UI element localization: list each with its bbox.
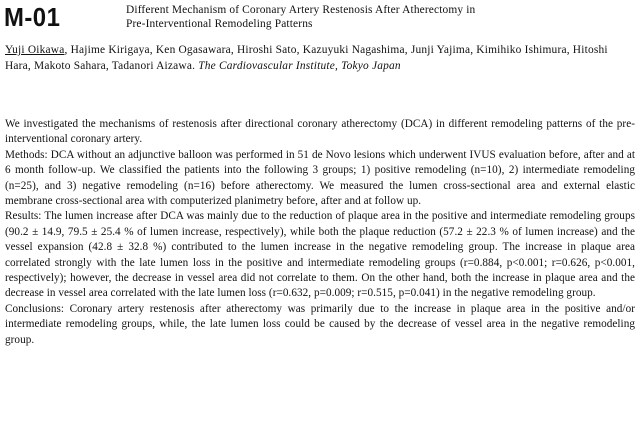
conclusions-text: Coronary artery restenosis after atherectomy was primarily due to the increase in plaque area in the positive and/or intermediate remodeling groups, while, the late lumen loss could be caused by the decrease of vessel area in the negative remodeling group. — [5, 302, 635, 346]
results-paragraph — [5, 209, 635, 301]
author-list — [5, 42, 633, 74]
abstract-body — [5, 117, 635, 348]
abstract-title — [126, 3, 634, 31]
title-line-2: Pre-Interventional Remodeling Patterns — [126, 18, 313, 30]
results-text: The lumen increase after DCA was mainly due to the reduction of plaque area in the positive and intermediate remodeling groups (90.2 ± 14.9, 79.5 ± 25.4 % of lumen increase, respectively), while both the plaque reduction (57.2 ± 22.3 % of lumen increase) and the vessel expansion (42.8 ± 32.8 %) contributed to the lumen increase in the negative remodeling group. The increase in plaque area correlated strongly with the late lumen loss in the positive and intermediate remodeling groups (r=0.884, p<0.001; r=0.626, p<0.001, respectively); however, the decrease in vessel area did not correlate to them. On the other hand, both the increase in plaque area and the decrease in vessel area correlated with the late lumen loss (r=0.632, p=0.009; r=0.515, p=0.041) in the negative remodeling group. — [5, 210, 635, 300]
presenting-author: Yuji Oikawa — [5, 44, 65, 56]
conclusions-paragraph — [5, 302, 635, 348]
coauthors: , Hajime Kirigaya, Ken Ogasawara, Hiroshi Sato, Kazuyuki Nagashima, Junji Yajima, Kimihiko Ishimura, Hitoshi Hara, Makoto Sahara, Tadanori Aizawa. — [5, 44, 608, 72]
methods-paragraph — [5, 148, 635, 210]
abstract-id: M-01 — [4, 2, 61, 32]
intro-paragraph: We investigated the mechanisms of restenosis after directional coronary atherectomy (DCA) in different remodeling patterns of the pre-interventional coronary artery. — [5, 118, 635, 146]
methods-label: Methods: — [5, 148, 48, 161]
results-label: Results: — [5, 210, 42, 223]
methods-text: DCA without an adjunctive balloon was performed in 51 de Novo lesions which underwent IVUS evaluation before, after and at 6 month follow-up. We classified the patients into the following 3 groups; 1) positive remodeling (n=10), 2) intermediate remodeling (n=25), and 3) negative remodeling (n=16) before atherectomy. We measured the lumen cross-sectional area and external elastic membrane cross-sectional area with computerized planimetry before, after and at follow up. — [5, 148, 635, 208]
institution: The Cardiovascular Institute, Tokyo Japan — [198, 60, 401, 72]
conclusions-label: Conclusions: — [5, 302, 65, 315]
title-line-1: Different Mechanism of Coronary Artery Restenosis After Atherectomy in — [126, 4, 476, 16]
